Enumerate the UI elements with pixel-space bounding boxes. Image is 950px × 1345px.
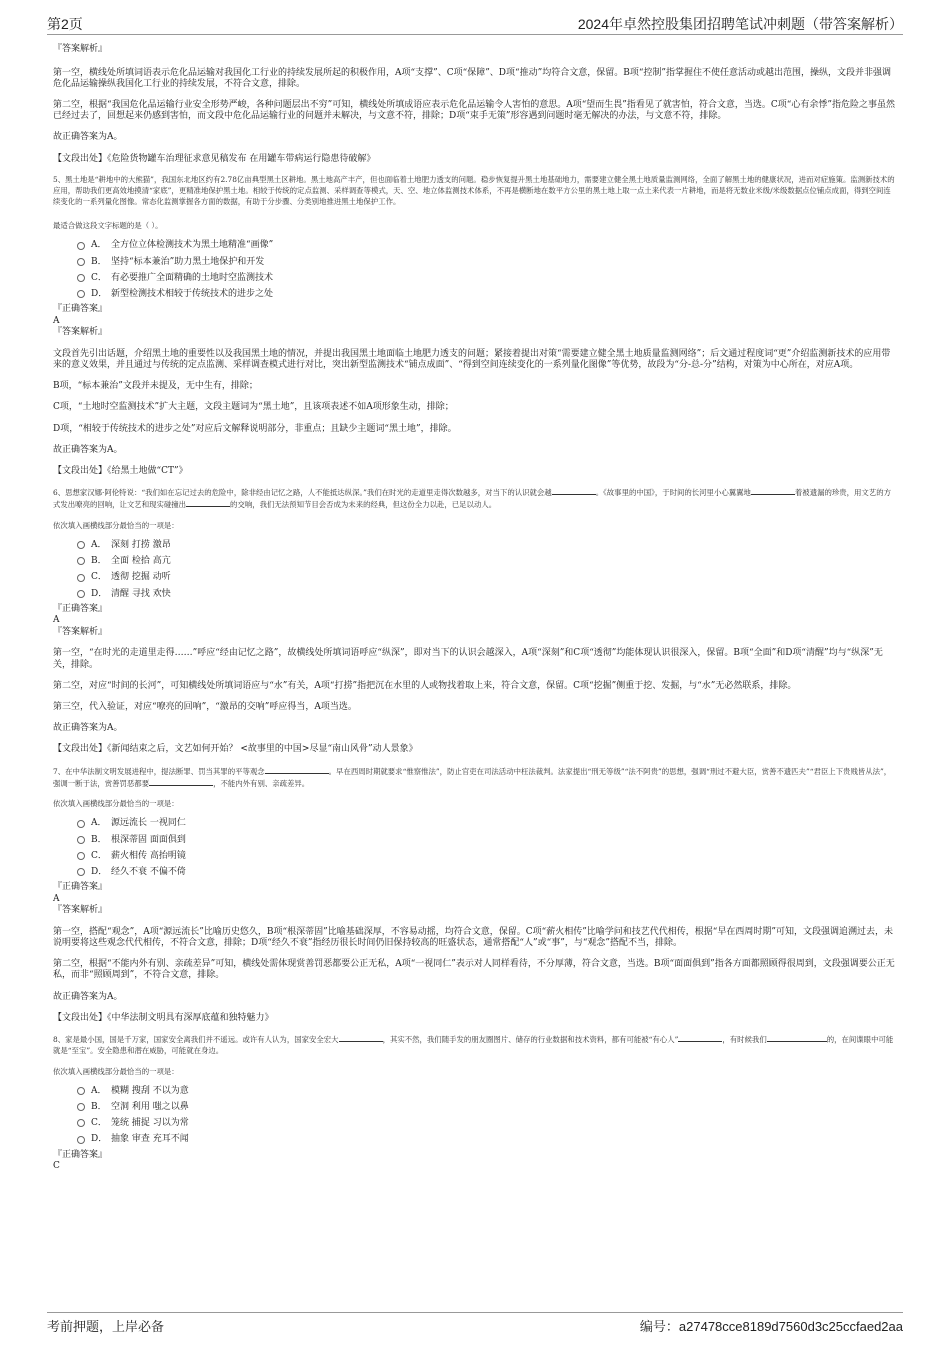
page-number: 第2页 <box>47 16 83 32</box>
q7-option-c[interactable]: C． 薪火相传 高抬明镜 <box>77 848 898 864</box>
q5-option-b[interactable]: B． 坚持“标本兼治”助力黑土地保护和开发 <box>77 254 898 270</box>
q7-options <box>53 815 898 880</box>
source-label: 【文段出处】 <box>53 153 108 164</box>
q6-analysis-p2: 第二空，对应“时间的长河”，可知横线处所填词语应与“水”有关，A项“打捞”指把沉在水里的人或物找着取上来，符合文意，保留。C项“挖掘”侧重于挖、发掘，与“水”无必然联系，排除。 <box>53 680 797 691</box>
q4-source <box>53 154 898 166</box>
radio-icon[interactable] <box>77 852 85 860</box>
page-header <box>47 12 903 35</box>
radio-icon[interactable] <box>77 290 85 298</box>
answer-analysis-label: 『答案解析』 <box>53 626 108 637</box>
fill-blank <box>186 499 230 507</box>
radio-icon[interactable] <box>77 820 85 828</box>
q5-option-a[interactable]: A． 全方位立体检测技术为黑土地精准“画像” <box>77 237 898 253</box>
q8-options <box>53 1083 898 1148</box>
q7-analysis-p2: 第二空，根据“不能内外有别、亲疏差异”可知，横线处需体现赏善罚恶都要公正无私，A项“一视同仁”表示对人同样看待，不分厚薄，符合文意，当选。B项“面面俱到”指各方面都照顾得很周到，文段强调要公正无私，而非“照顾周到”，不符合文意，排除。 <box>53 959 895 981</box>
radio-icon[interactable] <box>77 1103 85 1111</box>
radio-icon[interactable] <box>77 1136 85 1144</box>
q6-option-a[interactable]: A． 深刻 打捞 激昂 <box>77 537 898 553</box>
q7-source-title: 《中华法制文明具有深厚底蕴和独特魅力》 <box>107 1012 274 1023</box>
q5-option-c[interactable]: C． 有必要推广全面精确的土地时空监测技术 <box>77 270 898 286</box>
q8-option-d[interactable]: D． 抽象 审查 充耳不闻 <box>77 1131 898 1147</box>
fill-blank <box>149 778 213 786</box>
footer-slogan: 考前押题，上岸必备 <box>47 1320 165 1335</box>
q8-stem: 8、家是最小国，国是千万家，国家安全离我们并不遥远。或许有人认为，国家安全宏大 ，其实不然，我们随手发的朋友圈图片、储存的行业数据和技术资料，都有可能被“有心人” ，有时候我们 的，在间谍眼中可能就是“至宝”。安全隐患和潜在威胁，可能就在身边。 <box>53 1035 894 1056</box>
correct-answer-label: 『正确答案』 <box>53 603 108 614</box>
q6-answer: A <box>53 615 60 626</box>
q5-analysis-p2: B项，“标本兼治”文段并未提及，无中生有，排除； <box>53 381 258 392</box>
radio-icon[interactable] <box>77 557 85 565</box>
q5-prompt: 最适合做这段文字标题的是（ ）。 <box>53 221 163 231</box>
q5-analysis-p1: 文段首先引出话题，介绍黑土地的重要性以及我国黑土地的情况，并提出我国黑土地面临土地肥力透支的问题；紧接着提出对策“需要建立健全黑土地质量监测网络”；后文通过程度词“更”介绍监测新技术的应用带来的意义效果，并且通过与传统的定点监测、采样调查模式进行对比，突出新型监测技术“铺点成面”、“得到空间连续变化的一系列量化图像”等优势，故段为“分-总-分”结构，对策为中心所在，对应A项。 <box>53 348 891 370</box>
q8-option-b[interactable]: B． 空洞 利用 嗤之以鼻 <box>77 1099 898 1115</box>
q6-conclusion: 故正确答案为A。 <box>53 723 123 734</box>
fill-blank <box>552 487 596 495</box>
q6-prompt: 依次填入画横线部分最恰当的一项是： <box>53 521 179 531</box>
radio-icon[interactable] <box>77 868 85 876</box>
q6-analysis-p1: 第一空，“在时光的走道里走得……”呼应“经由记忆之路”，故横线处所填词语呼应“纵深”，即对当下的认识会越深入，A项“深刻”和C项“透彻”均能体现认识很深入，保留。B项“全面”和D项“清醒”均与“纵深”无关，排除。 <box>53 648 883 670</box>
correct-answer-label: 『正确答案』 <box>53 304 108 315</box>
fill-blank <box>751 487 795 495</box>
q4-source-title: 《危险货物罐车治理征求意见稿发布 在用罐车带病运行隐患待破解》 <box>107 153 376 164</box>
radio-icon[interactable] <box>77 242 85 250</box>
document-id: 编号：a27478cce8189d7560d3c25ccfaed2aa <box>639 1319 903 1334</box>
answer-analysis-label: 『答案解析』 <box>53 44 108 54</box>
q5-option-d[interactable]: D． 新型检测技术相较于传统技术的进步之处 <box>77 286 898 302</box>
q5-options <box>53 237 898 302</box>
q7-answer: A <box>53 893 60 904</box>
q7-option-b[interactable]: B． 根深蒂固 面面俱到 <box>77 832 898 848</box>
radio-icon[interactable] <box>77 574 85 582</box>
q7-option-a[interactable]: A． 源远流长 一视同仁 <box>77 815 898 831</box>
q5-analysis-p3: C项，“土地时空监测技术”扩大主题，文段主题词为“黑土地”，且该项表述不如A项形象生动，排除； <box>53 402 454 413</box>
q7-option-d[interactable]: D． 经久不衰 不偏不倚 <box>77 864 898 880</box>
answer-analysis-label: 『答案解析』 <box>53 905 108 916</box>
q5-answer: A <box>53 315 60 326</box>
radio-icon[interactable] <box>77 541 85 549</box>
q5-source-title: 《给黑土地做“CT”》 <box>107 465 188 476</box>
q6-options <box>53 537 898 602</box>
q7-analysis-p1: 第一空，搭配“观念”，A项“源远流长”比喻历史悠久，B项“根深蒂固”比喻基础深厚，不容易动摇，均符合文意，保留。C项“薪火相传”比喻学问和技艺代代相传，根据“早在西周时期”可知，文段强调追溯过去，未说明要将这些观念代代相传，不符合文意，排除；D项“经久不衰”指经历很长时间仍旧保持较高的旺盛状态，通常搭配“人”或“事”，与“观念”搭配不当，排除。 <box>53 926 894 948</box>
fill-blank <box>339 1034 383 1042</box>
q6-option-b[interactable]: B． 全面 检拾 高亢 <box>77 553 898 569</box>
radio-icon[interactable] <box>77 836 85 844</box>
fill-blank <box>767 1034 827 1042</box>
source-label: 【文段出处】 <box>53 1012 108 1023</box>
source-label: 【文段出处】 <box>53 744 108 755</box>
q5-source <box>53 466 898 478</box>
q4-analysis-p1: 第一空，横线处所填词语表示危化品运输对我国化工行业的持续发展所起的积极作用，A项“支撑”、C项“保障”、D项“推动”均符合文意，保留。B项“控制”指掌握住不使任意活动或越出范围，操纵，文段并非强调危化品运输操纵我国化工行业的持续发展，不符合文意，排除。 <box>53 67 892 89</box>
q8-answer: C <box>53 1161 60 1172</box>
q7-conclusion: 故正确答案为A。 <box>53 991 123 1002</box>
radio-icon[interactable] <box>77 590 85 598</box>
radio-icon[interactable] <box>77 258 85 266</box>
source-label: 【文段出处】 <box>53 465 108 476</box>
page-footer <box>47 1312 903 1337</box>
q6-stem: 6、思想家汉娜·阿伦特说：“我们如在忘记过去的危险中，除非经由记忆之路，人不能抵达纵深。”我们在时光的走道里走得次数越多，对当下的认识就会越 。《故事里的中国》，于时间的长河里小心翼翼地 着被遗漏的珍贵，用文艺的方式发出嘹亮的回响，让文艺和现实碰撞出 的交响，我们无法预知节目会否成为未来的经典，但这份全力以赴，已足以动人。 <box>53 488 891 510</box>
q8-prompt: 依次填入画横线部分最恰当的一项是： <box>53 1066 179 1076</box>
q6-option-d[interactable]: D． 清醒 寻找 欢快 <box>77 586 898 602</box>
q7-stem: 7、在中华法制文明发展进程中，提法断罪、罚当其罪的平等观念 。早在西周时期就要求“惟察惟法”，防止官吏在司法活动中枉法裁判。法家提出“刑无等级”“法不阿贵”的思想，强调“刑过不避大臣，赏善不遗匹夫”“君臣上下贵贱皆从法”，强调一断于法，赏善罚恶都要 ，不能内外有别、亲疏差异。 <box>53 766 892 788</box>
q7-source <box>53 1013 898 1025</box>
q5-stem: 5、黑土地是“耕地中的大熊猫”，我国东北地区约有2.78亿亩典型黑土区耕地。黑土地高产丰产，但也面临着土地肥力透支的问题。稳步恢复提升黑土地基础地力，需要建立健全黑土地质量监测网络，全面了解黑土地的健康状况，进而对症施策。监测新技术的应用，帮助我们更高效地摸清“家底”，更精准地保护黑土地。相较于传统的定点监测、采样调查等模式，天、空、地立体监测技术体系，不再是横断地在数平方公里的黑土地上取一点土来代表一片耕地，而是将无数业米级/米级数据点位铺点成面，得到空间连续变化的一系列量化图像。常态化监测掌握各方面的数据，有助于分步骤、分类别地推进黑土地保护工作。 <box>53 175 895 206</box>
answer-analysis-label: 『答案解析』 <box>53 327 108 338</box>
correct-answer-label: 『正确答案』 <box>53 882 108 893</box>
q8-option-a[interactable]: A． 模糊 搜刮 不以为意 <box>77 1083 898 1099</box>
fill-blank <box>265 766 329 774</box>
q7-prompt: 依次填入画横线部分最恰当的一项是： <box>53 799 179 809</box>
q6-source-title: 《新闻结束之后，文艺如何开始？ <故事里的中国>尽显“南山风骨”动人景象》 <box>107 744 418 755</box>
q8-option-c[interactable]: C． 笼统 捕捉 习以为常 <box>77 1115 898 1131</box>
fill-blank <box>678 1034 722 1042</box>
q5-conclusion: 故正确答案为A。 <box>53 444 123 455</box>
q6-analysis-p3: 第三空，代入验证，对应“嘹亮的回响”，“激昂的交响”呼应得当，A项当选。 <box>53 701 357 712</box>
document-title: 2024年卓然控股集团招聘笔试冲刺题（带答案解析） <box>577 16 903 32</box>
radio-icon[interactable] <box>77 1087 85 1095</box>
radio-icon[interactable] <box>77 274 85 282</box>
q6-source <box>53 744 898 756</box>
q6-option-c[interactable]: C． 透彻 挖掘 动听 <box>77 569 898 585</box>
q4-conclusion: 故正确答案为A。 <box>53 132 123 143</box>
q5-analysis-p4: D项，“相较于传统技术的进步之处”对应后文解释说明部分，非重点；且缺少主题词“黑土地”，排除。 <box>53 423 457 434</box>
q4-analysis-p2: 第二空，根据“我国危化品运输行业安全形势严峻，各种问题层出不穷”可知，横线处所填成语应表示危化品运输令人害怕的意思。A项“望而生畏”指看见了就害怕，符合文意，当选。C项“心有余悸”指危险之事虽然已经过去了，回想起来仍感到害怕，而文段中危化品运输行业的问题并未解决，与文意不符，排除；D项“束手无策”形容遇到问题时毫无解决的办法，与文意不符，排除。 <box>53 99 895 122</box>
radio-icon[interactable] <box>77 1119 85 1127</box>
correct-answer-label: 『正确答案』 <box>53 1149 108 1160</box>
document-body <box>53 44 898 1173</box>
